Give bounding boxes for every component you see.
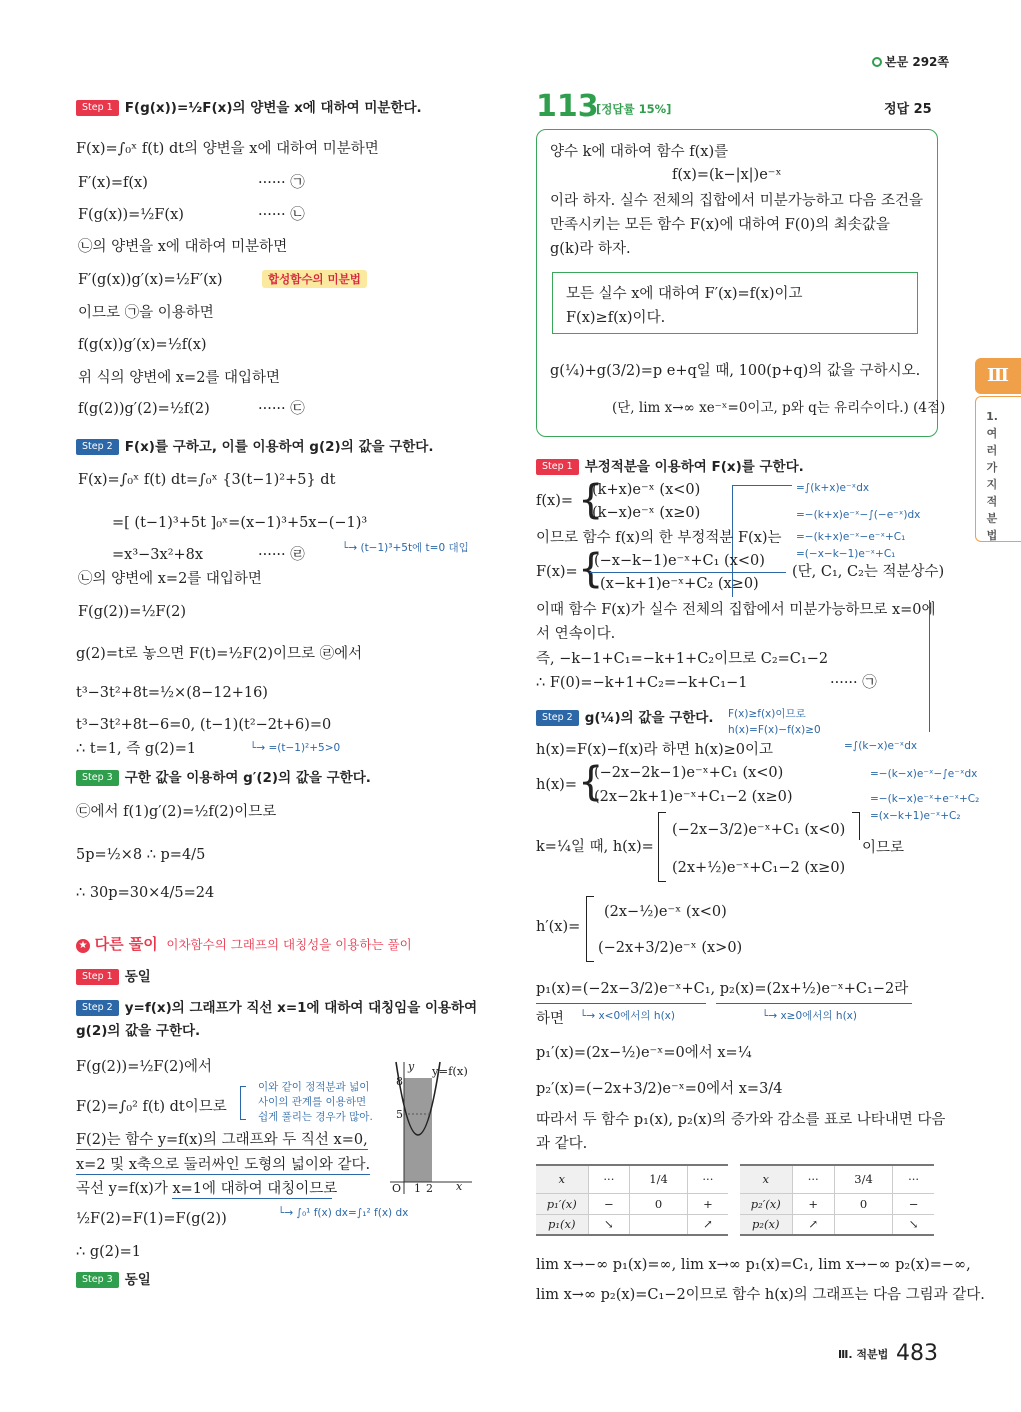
alt-a5: 곡선 y=f(x)가 x=1에 대하여 대칭이므로 <box>76 1181 338 1197</box>
r10-case-b: (2x+½)e⁻ˣ+C₁−2 (x≥0) <box>672 860 846 876</box>
table-cell: ··· <box>588 1165 630 1193</box>
alt-step2: Step 2 y=f(x)의 그래프가 직선 x=1에 대하여 대칭임을 이용하여 <box>76 999 477 1017</box>
table-cell: + <box>687 1193 728 1214</box>
r7: ∴ F(0)=−k+1+C₂=−k+C₁−1 <box>536 675 748 691</box>
table-cell: x <box>740 1165 792 1193</box>
r10-close-brace <box>852 812 860 840</box>
eq-l8: 위 식의 양변에 x=2를 대입하면 <box>78 370 281 386</box>
r14: p₁′(x)=(2x−½)e⁻ˣ=0에서 x=¼ <box>536 1045 752 1061</box>
r11-label: h′(x)= <box>536 919 581 935</box>
footer-section: Ⅲ. 적분법 <box>838 1348 889 1361</box>
problem-question: g(¼)+g(3/2)=p e+q일 때, 100(p+q)의 값을 구하시오. <box>550 363 921 379</box>
eq-l12: =x³−3x²+8x <box>112 547 204 563</box>
r9-brace: { <box>578 759 604 805</box>
r18: lim x→−∞ p₁(x)=∞, lim x→∞ p₁(x)=C₁, lim x→−∞ p₂(x)=−∞, <box>536 1257 971 1273</box>
right-step1-title: Step 1 부정적분을 이용하여 F(x)를 구한다. <box>536 458 804 476</box>
r3-brace: { <box>578 546 604 592</box>
eq-l13: ㉡의 양변에 x=2를 대입하면 <box>78 571 262 587</box>
graph-tick-8: 8 <box>396 1075 403 1088</box>
r6: 즉, −k−1+C₁=−k+1+C₂이므로 C₂=C₁−2 <box>536 651 829 667</box>
eq-l3: F(g(x))=½F(x) <box>78 207 184 223</box>
alt-a2: F(2)=∫₀² f(t) dt이므로 <box>76 1099 227 1115</box>
problem-rate: [정답률 15%] <box>596 102 672 116</box>
r10-end: 이므로 <box>862 840 905 856</box>
alt-a7: ∴ g(2)=1 <box>76 1244 142 1260</box>
table-cell: − <box>893 1193 934 1214</box>
left-step1-title: Step 1 F(g(x))=½F(x)의 양변을 x에 대하여 미분한다. <box>76 99 422 117</box>
int-note8: =(x−k+1)e⁻ˣ+C₂ <box>870 810 961 822</box>
r1-brace: { <box>578 477 604 523</box>
eq-l3-marker: ······ ㉡ <box>258 207 305 223</box>
right-step1-badge: Step 1 <box>536 459 579 475</box>
eq-l1: F(x)=∫₀ˣ f(t) dt의 양변을 x에 대하여 미분하면 <box>76 141 379 157</box>
r17: 과 같다. <box>536 1136 588 1152</box>
r4: 이때 함수 F(x)가 실수 전체의 집합에서 미분가능하므로 x=0에 <box>536 602 936 618</box>
condition-c1: 모든 실수 x에 대하여 F′(x)=f(x)이고 <box>566 286 803 302</box>
r9-case-a: (−2x−2k−1)e⁻ˣ+C₁ (x<0) <box>594 765 784 781</box>
step3-badge: Step 3 <box>76 770 119 786</box>
table-p1 <box>536 1164 728 1236</box>
s2-note1: F(x)≥f(x)이므로 <box>728 708 806 720</box>
symmetry-note: └→ ∫₀¹ f(x) dx=∫₁² f(x) dx <box>278 1207 409 1219</box>
section-tab[interactable] <box>975 396 1021 542</box>
chain-rule-note: 합성함수의 미분법 <box>262 270 367 288</box>
eq-l5: F′(g(x))g′(x)=½F′(x) <box>78 272 223 288</box>
eq-l14: F(g(2))=½F(2) <box>78 604 186 620</box>
eq-l18: ∴ t=1, 즉 g(2)=1 <box>76 741 197 757</box>
eq-l19: ㉢에서 f(1)g′(2)=½f(2)이므로 <box>76 804 277 820</box>
r12: p₁(x)=(−2x−3/2)e⁻ˣ+C₁, p₂(x)=(2x+½)e⁻ˣ+C₁−2라 <box>536 981 909 997</box>
eq-l20: 5p=½×8 ∴ p=4/5 <box>76 847 206 863</box>
alt-step2-badge: Step 2 <box>76 1000 119 1016</box>
graph-origin: O <box>392 1182 402 1195</box>
table-cell: p₂′(x) <box>740 1193 792 1214</box>
step1-badge: Step 1 <box>76 100 119 116</box>
table-cell: p₁(x) <box>536 1214 588 1235</box>
graph-tick-2: 2 <box>426 1182 433 1195</box>
r3-label: F(x)= <box>536 564 578 580</box>
int-note4: =(−x−k−1)e⁻ˣ+C₁ <box>796 548 896 560</box>
eq-l9: f(g(2))g′(2)=½f(2) <box>78 401 210 417</box>
int-note6: =−(k−x)e⁻ˣ−∫e⁻ˣdx <box>870 768 978 780</box>
r11-brace <box>586 896 594 962</box>
step2-badge: Step 2 <box>76 439 119 455</box>
substitution-note: └→ (t−1)³+5t에 t=0 대입 <box>342 542 469 554</box>
left-step2-title: Step 2 F(x)를 구하고, 이를 이용하여 g(2)의 값을 구한다. <box>76 438 433 456</box>
alt-step2-cont: g(2)의 값을 구한다. <box>76 1023 201 1039</box>
arrow-connector-2 <box>918 600 930 732</box>
table-p2 <box>740 1164 934 1236</box>
problem-number: 113 <box>536 89 599 124</box>
r11-case-b: (−2x+3/2)e⁻ˣ (x>0) <box>598 940 743 956</box>
r13: 하면 <box>536 1011 565 1027</box>
table-cell: 1/4 <box>630 1165 688 1193</box>
int-note5: =∫(k−x)e⁻ˣdx <box>844 740 918 752</box>
right-step2-title: Step 2 g(¼)의 값을 구한다. <box>536 709 713 727</box>
table-row <box>740 1193 934 1214</box>
r10-case-a: (−2x−3/2)e⁻ˣ+C₁ (x<0) <box>672 822 846 838</box>
r10-label: k=¼일 때, h(x)= <box>536 839 654 855</box>
eq-l15: g(2)=t로 놓으면 F(t)=½F(2)이므로 ㉣에서 <box>76 646 363 662</box>
problem-p3: 이라 하자. 실수 전체의 집합에서 미분가능하고 다음 조건을 <box>550 193 924 209</box>
table-row <box>536 1165 728 1193</box>
table-cell: − <box>588 1193 630 1214</box>
chapter-tab[interactable]: Ⅲ <box>975 358 1021 394</box>
table-cell: ··· <box>792 1165 834 1193</box>
r15: p₂′(x)=(−2x+3/2)e⁻ˣ=0에서 x=3/4 <box>536 1081 783 1097</box>
eq-l17: t³−3t²+8t−6=0, (t−1)(t²−2t+6)=0 <box>76 717 332 733</box>
table-cell: ↗ <box>687 1214 728 1235</box>
int-note1: =∫(k+x)e⁻ˣdx <box>796 482 870 494</box>
table-cell: + <box>792 1193 834 1214</box>
problem-p2: f(x)=(k−|x|)e⁻ˣ <box>672 167 782 183</box>
r3-underline <box>590 572 786 573</box>
eq-l2: F′(x)=f(x) <box>78 175 148 191</box>
table-row <box>740 1214 934 1235</box>
section-tab-label: 1.여러가지적분법 <box>986 410 998 542</box>
eq-l9-marker: ······ ㉢ <box>258 401 305 417</box>
area-shading <box>404 1078 432 1182</box>
r1-case-b: (k−x)e⁻ˣ (x≥0) <box>592 505 701 521</box>
problem-p1: 양수 k에 대하여 함수 f(x)를 <box>550 144 729 160</box>
left-step3-title: Step 3 구한 값을 이용하여 g′(2)의 값을 구한다. <box>76 769 371 787</box>
eq-l7: f(g(x))g′(x)=½f(x) <box>78 337 207 353</box>
alt-step3: Step 3 동일 <box>76 1271 151 1289</box>
alt-a6: ½F(2)=F(1)=F(g(2)) <box>76 1211 227 1227</box>
alt-step1-badge: Step 1 <box>76 969 119 985</box>
eq-l10: F(x)=∫₀ˣ f(t) dt=∫₀ˣ {3(t−1)²+5} dt <box>78 472 336 488</box>
eq-l11: =[ (t−1)³+5t ]₀ˣ=(x−1)³+5x−(−1)³ <box>112 515 368 531</box>
r1-label: f(x)= <box>536 493 574 509</box>
reference-label: 본문 292쪽 <box>872 55 949 70</box>
r3-case-a: (−x−k−1)e⁻ˣ+C₁ (x<0) <box>594 553 765 569</box>
int-note7: =−(k−x)e⁻ˣ+e⁻ˣ+C₂ <box>870 793 980 805</box>
graph-curve-label: y=f(x) <box>432 1064 468 1078</box>
r13-note2: └→ x≥0에서의 h(x) <box>762 1010 857 1022</box>
r13-note1: └→ x<0에서의 h(x) <box>580 1010 675 1022</box>
r19: lim x→∞ p₂(x)=C₁−2이므로 함수 h(x)의 그래프는 다음 그림과 같다. <box>536 1287 985 1303</box>
condition-c2: F(x)≥f(x)이다. <box>566 310 666 326</box>
graph-ylabel: y <box>408 1060 415 1073</box>
s2-note2: h(x)=F(x)−f(x)≥0 <box>728 724 821 736</box>
alt-a3: F(2)는 함수 y=f(x)의 그래프와 두 직선 x=0, <box>76 1131 368 1150</box>
table-cell <box>630 1214 688 1235</box>
problem-answer: 정답 25 <box>884 102 932 117</box>
table-cell <box>834 1214 892 1235</box>
star-icon: ★ <box>76 939 90 953</box>
table-cell: ··· <box>687 1165 728 1193</box>
eq-l4: ㉡의 양변을 x에 대하여 미분하면 <box>78 239 288 255</box>
eq-l12-marker: ······ ㉣ <box>258 547 305 563</box>
int-note3: =−(k+x)e⁻ˣ−e⁻ˣ+C₁ <box>796 531 906 543</box>
eq-l2-marker: ······ ㉠ <box>258 175 305 191</box>
table-cell: ··· <box>893 1165 934 1193</box>
table-cell: 0 <box>630 1193 688 1214</box>
graph-xlabel: x <box>456 1180 463 1193</box>
eq-l6: 이므로 ㉠을 이용하면 <box>78 305 214 321</box>
graph-tick-5: 5 <box>396 1108 403 1121</box>
r3-constants: (단, C₁, C₂는 적분상수) <box>792 564 945 580</box>
table-cell: ↘ <box>893 1214 934 1235</box>
table-row <box>536 1214 728 1235</box>
r16: 따라서 두 함수 p₁(x), p₂(x)의 증가와 감소를 표로 나타내면 다음 <box>536 1112 946 1128</box>
eq-l21: ∴ 30p=30×4/5=24 <box>76 885 215 901</box>
table-row <box>536 1193 728 1214</box>
alt-a1: F(g(2))=½F(2)에서 <box>76 1059 213 1075</box>
table-row <box>740 1165 934 1193</box>
r2: 이므로 함수 f(x)의 한 부정적분 F(x)는 <box>536 530 782 546</box>
problem-p5: g(k)라 하자. <box>550 241 631 257</box>
area-note: 이와 같이 정적분과 넓이 사이의 관계를 이용하면 쉽게 풀리는 경우가 많아. <box>240 1080 373 1126</box>
discriminant-note: └→ =(t−1)²+5>0 <box>250 742 341 754</box>
r9-case-b: (2x−2k+1)e⁻ˣ+C₁−2 (x≥0) <box>594 789 793 805</box>
table-cell: p₂(x) <box>740 1214 792 1235</box>
eq-l16: t³−3t²+8t=½×(8−12+16) <box>76 685 268 701</box>
r12-underline-1 <box>536 1003 706 1004</box>
int-note2: =−(k+x)e⁻ˣ−∫(−e⁻ˣ)dx <box>796 509 921 521</box>
table-cell: ↘ <box>588 1214 630 1235</box>
alt-step3-badge: Step 3 <box>76 1272 119 1288</box>
table-cell: ↗ <box>792 1214 834 1235</box>
table-cell: 3/4 <box>834 1165 892 1193</box>
r12-underline-2 <box>716 1003 912 1004</box>
problem-p4: 만족시키는 모든 함수 F(x)에 대하여 F(0)의 최솟값을 <box>550 217 890 233</box>
right-step2-badge: Step 2 <box>536 710 579 726</box>
graph-tick-1: 1 <box>414 1182 421 1195</box>
table-cell: 0 <box>834 1193 892 1214</box>
r3-case-b: (x−k+1)e⁻ˣ+C₂ (x≥0) <box>600 576 759 592</box>
page-number: 483 <box>896 1341 938 1366</box>
r11-case-a: (2x−½)e⁻ˣ (x<0) <box>604 904 727 920</box>
alt-step1: Step 1 동일 <box>76 968 151 986</box>
table-cell: x <box>536 1165 588 1193</box>
alt-solution-header: ★ 다른 풀이 이차함수의 그래프의 대칭성을 이용하는 풀이 <box>76 935 412 954</box>
table-cell: p₁′(x) <box>536 1193 588 1214</box>
r10-brace <box>658 812 666 882</box>
problem-question-note: (단, lim x→∞ xe⁻ˣ=0이고, p와 q는 유리수이다.) (4점) <box>612 400 946 416</box>
alt-a4: x=2 및 x축으로 둘러싸인 도형의 넓이와 같다. <box>76 1156 370 1175</box>
circle-icon <box>872 57 882 67</box>
r7-marker: ······ ㉠ <box>830 675 877 691</box>
r5: 서 연속이다. <box>536 626 616 642</box>
r9-label: h(x)= <box>536 777 577 793</box>
r8: h(x)=F(x)−f(x)라 하면 h(x)≥0이고 <box>536 742 773 758</box>
alt-a5-underline <box>172 1198 332 1199</box>
r1-case-a: (k+x)e⁻ˣ (x<0) <box>592 482 701 498</box>
